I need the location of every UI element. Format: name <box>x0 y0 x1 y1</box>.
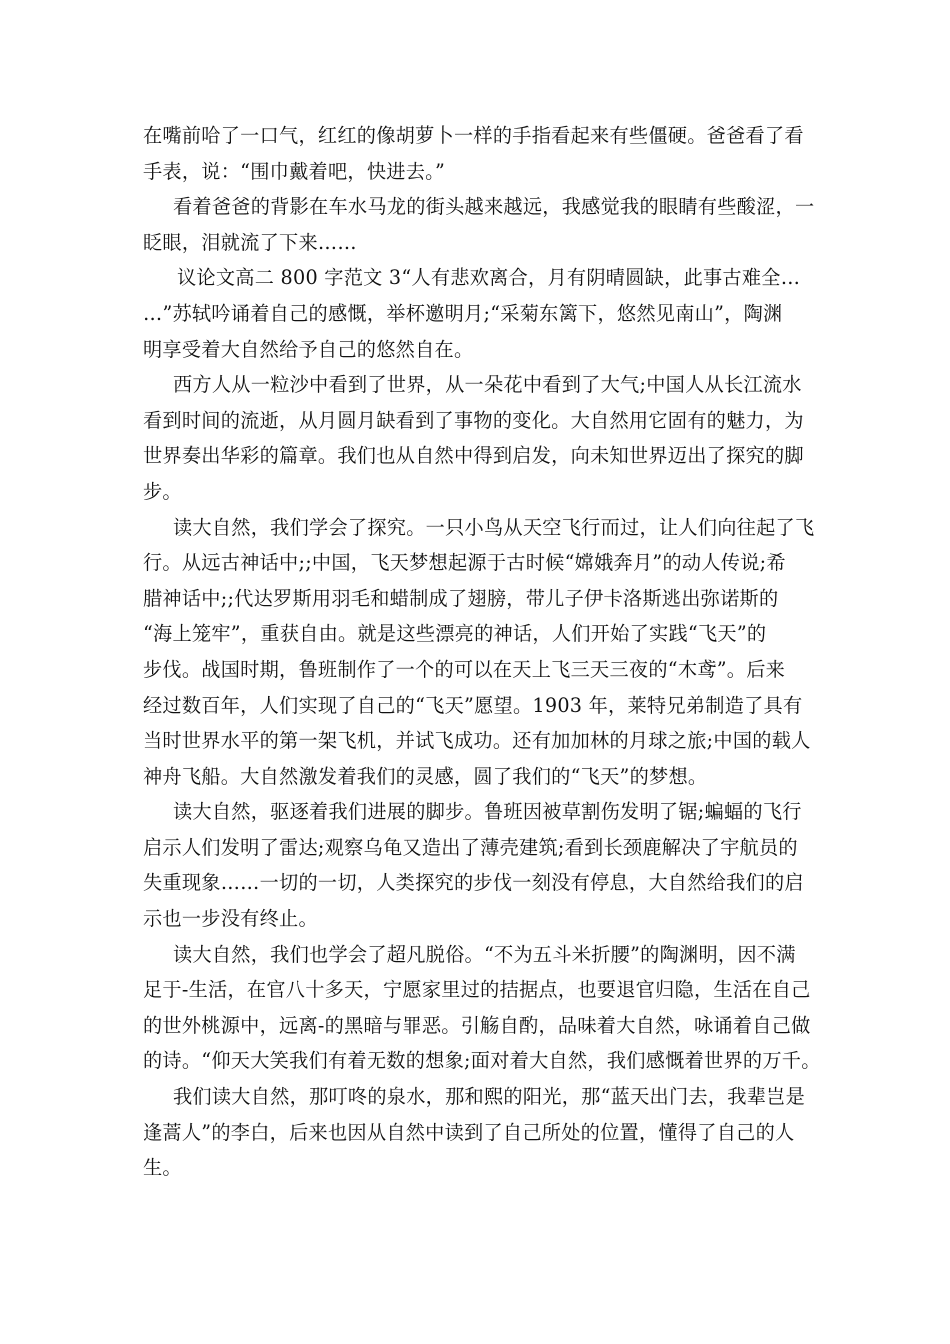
paragraph <box>143 260 818 367</box>
body-text <box>143 118 821 1186</box>
text-line: 步伐。战国时期，鲁班制作了一个的可以在天上飞三天三夜的“木鸢”。后来 <box>143 657 786 681</box>
text-line: 的诗。“仰天大笑我们有着无数的想象;面对着大自然，我们感慨着世界的万千。 <box>143 1049 821 1073</box>
text-line: 看着爸爸的背影在车水马龙的街头越来越远，我感觉我的眼睛有些酸涩，一 <box>173 195 815 219</box>
paragraph <box>143 794 818 936</box>
text-line: …”苏轼吟诵着自己的感慨，举杯邀明月;“采菊东篱下，悠然见南山”，陶渊 <box>143 301 783 325</box>
text-line: 眨眼，泪就流了下来…… <box>143 230 357 254</box>
text-line: 示也一步没有终止。 <box>143 907 318 931</box>
text-line: 失重现象……一切的一切，人类探究的步伐一刻没有停息，大自然给我们的启 <box>143 871 804 895</box>
text-line: 明享受着大自然给予自己的悠然自在。 <box>143 337 474 361</box>
text-line: 读大自然，我们也学会了超凡脱俗。“不为五斗米折腰”的陶渊明，因不满 <box>173 942 796 966</box>
paragraph <box>143 510 818 795</box>
text-line: 西方人从一粒沙中看到了世界，从一朵花中看到了大气;中国人从长江流水 <box>173 373 802 397</box>
text-line: 经过数百年，人们实现了自己的“飞天”愿望。1903 年，莱特兄弟制造了具有 <box>143 693 803 717</box>
text-line: 手表，说：“围巾戴着吧，快进去。” <box>143 159 446 183</box>
text-line: 足于-生活，在官八十多天，宁愿家里过的拮据点，也要退官归隐，生活在自己 <box>143 978 811 1002</box>
paragraph <box>143 189 818 260</box>
text-line: 当时世界水平的第一架飞机，并试飞成功。还有加加林的月球之旅;中国的载人 <box>143 729 811 753</box>
text-line: 在嘴前哈了一口气，红红的像胡萝卜一样的手指看起来有些僵硬。爸爸看了看 <box>143 124 804 147</box>
text-line: 行。从远古神话中;;中国，飞天梦想起源于古时候“嫦娥奔月”的动人传说;希 <box>143 551 786 575</box>
text-line: 读大自然，我们学会了探究。一只小鸟从天空飞行而过，让人们向往起了飞 <box>173 515 815 539</box>
text-line: 我们读大自然，那叮咚的泉水，那和熙的阳光，那“蓝天出门去，我辈岂是 <box>173 1085 806 1109</box>
text-line: 议论文高二 800 字范文 3“人有悲欢离合，月有阴晴圆缺，此事古难全… <box>177 266 801 290</box>
text-line: 逢蒿人”的李白，后来也因从自然中读到了自己所处的位置，懂得了自己的人 <box>143 1120 795 1144</box>
text-line: 生。 <box>143 1156 182 1180</box>
text-line: 世界奏出华彩的篇章。我们也从自然中得到启发，向未知世界迈出了探究的脚 <box>143 444 804 468</box>
text-line: 腊神话中;;代达罗斯用羽毛和蜡制成了翅膀，带儿子伊卡洛斯逃出弥诺斯的 <box>143 586 779 610</box>
text-line: 启示人们发明了雷达;观察乌龟又造出了薄壳建筑;看到长颈鹿解决了宇航员的 <box>143 835 798 859</box>
text-line: 的世外桃源中，远离-的黑暗与罪恶。引觞自酌，品味着大自然，咏诵着自己做 <box>143 1013 811 1037</box>
text-line: 步。 <box>143 479 182 503</box>
text-line: 读大自然，驱逐着我们进展的脚步。鲁班因被草割伤发明了锯;蝙蝠的飞行 <box>173 800 802 824</box>
paragraph <box>143 937 821 1079</box>
paragraph <box>143 118 818 189</box>
text-line: 看到时间的流逝，从月圆月缺看到了事物的变化。大自然用它固有的魅力，为 <box>143 408 804 432</box>
paragraph <box>143 367 818 509</box>
text-line: “海上笼牢”，重获自由。就是这些漂亮的神话，人们开始了实践“飞天”的 <box>143 622 767 646</box>
paragraph <box>143 1079 818 1186</box>
text-line: 神舟飞船。大自然激发着我们的灵感，圆了我们的“飞天”的梦想。 <box>143 764 708 788</box>
